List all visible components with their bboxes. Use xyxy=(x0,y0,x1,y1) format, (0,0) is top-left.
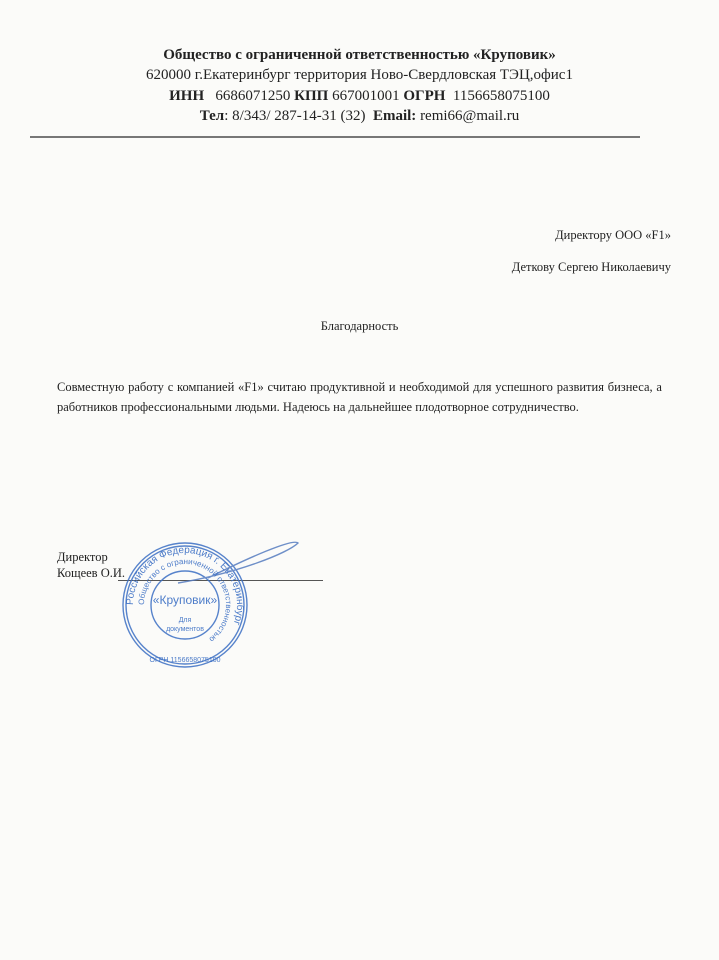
email-label: Email: xyxy=(372,108,417,124)
signer-position: Директор xyxy=(57,550,108,564)
stamp-ogrn: ОГРН 1156658075100 xyxy=(149,657,221,664)
signer-name: Кощеев О.И. xyxy=(57,566,126,580)
company-stamp xyxy=(118,538,318,678)
ogrn-value: 1156658075100 xyxy=(452,88,550,104)
recipient-position: Директору ООО «F1» xyxy=(555,228,671,242)
letterhead-contacts xyxy=(0,107,719,126)
email-value: remi66@mail.ru xyxy=(420,108,520,124)
stamp-center: «Круповик» xyxy=(152,593,218,607)
kpp-label: КПП xyxy=(294,88,329,104)
inn-label: ИНН xyxy=(169,88,205,104)
letterhead-company xyxy=(0,46,719,65)
kpp-value: 667001001 xyxy=(332,88,400,104)
company-name: Общество с ограниченной ответственностью «Круповик» xyxy=(163,47,556,63)
tel-value: : 8/343/ 287-14-31 (32) xyxy=(224,108,366,124)
header-divider xyxy=(30,136,640,138)
document-body: Совместную работу с компанией «F1» считаю продуктивной и необходимой для успешного развития бизнеса, а работников профессиональными людьми. Надеюсь на дальнейшее плодотворное сотрудничество. xyxy=(57,380,662,414)
stamp-outer-text: Российская Федерация г. Екатеринбург xyxy=(124,544,246,627)
recipient-name: Деткову Сергею Николаевичу xyxy=(511,260,671,274)
stamp-inner-text: Общество с ограниченной ответственностью xyxy=(136,556,234,644)
tel-label: Тел xyxy=(199,108,225,124)
ogrn-label: ОГРН xyxy=(403,88,446,104)
document-title: Благодарность xyxy=(320,319,399,333)
letterhead-registration xyxy=(0,87,719,106)
letterhead-address: 620000 г.Екатеринбург территория Ново-Свердловская ТЭЦ,офис1 xyxy=(146,67,573,83)
signature-block xyxy=(57,549,125,581)
stamp-sub2: документов xyxy=(166,626,204,633)
stamp-sub1: Для xyxy=(178,617,192,624)
inn-value: 6686071250 xyxy=(215,88,291,104)
